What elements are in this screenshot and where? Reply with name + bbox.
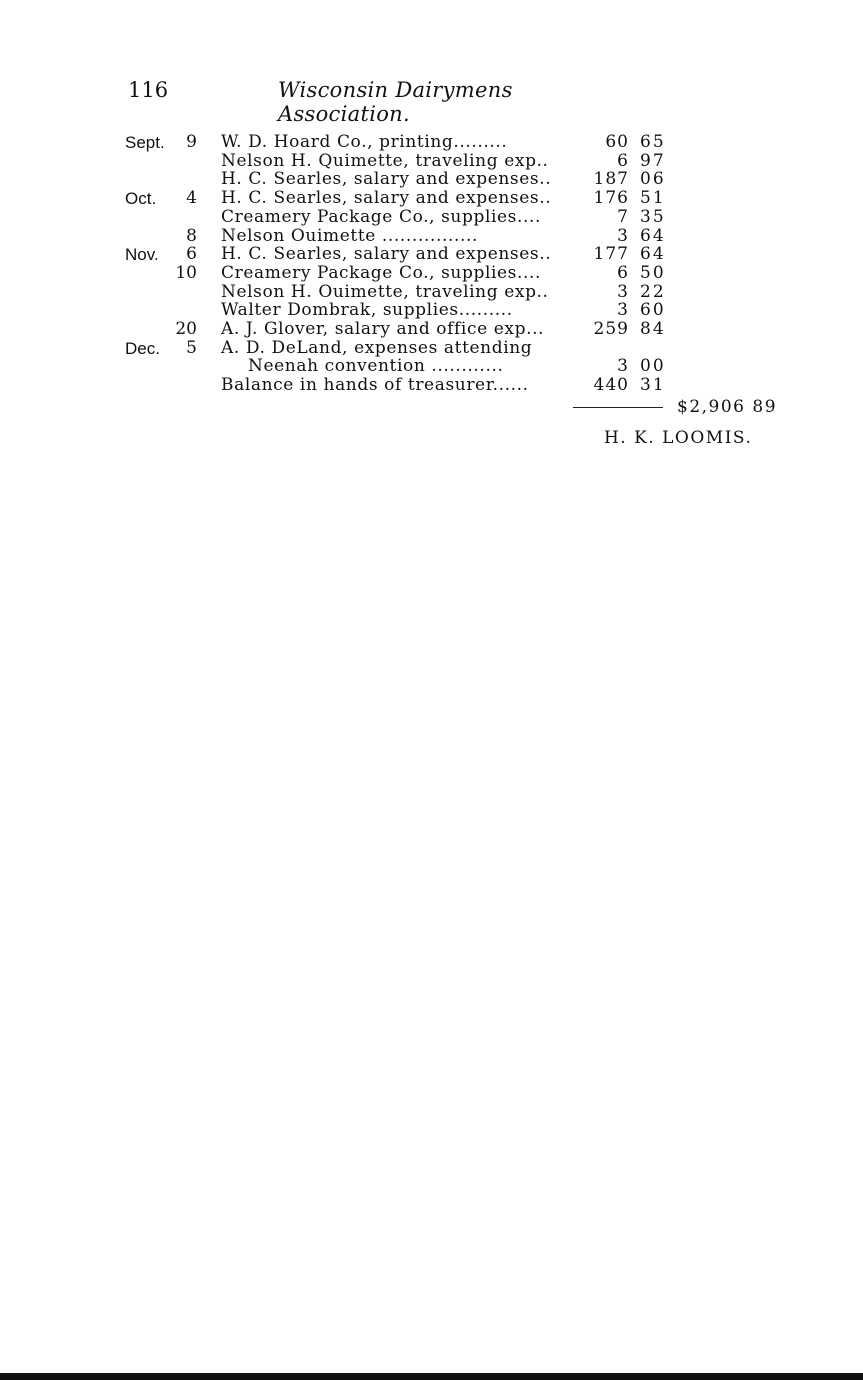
entry-day: 5 bbox=[186, 338, 197, 358]
entry-amount-cents: 97 bbox=[640, 151, 666, 171]
entry-description: H. C. Searles, salary and expenses.. bbox=[221, 245, 552, 264]
entry-description: Balance in hands of treasurer...... bbox=[221, 376, 529, 395]
ledger-total: $2,906 89 bbox=[677, 397, 778, 417]
entry-amount-dollars: 3 bbox=[617, 282, 629, 302]
page-header bbox=[128, 78, 648, 126]
entry-amount-cents: 35 bbox=[640, 207, 666, 227]
entry-amount-cents: 22 bbox=[640, 282, 666, 302]
treasurer-signature: H. K. LOOMIS. bbox=[604, 428, 753, 448]
entry-amount-dollars: 6 bbox=[617, 263, 629, 283]
entry-amount-dollars: 3 bbox=[617, 300, 629, 320]
page-number: 116 bbox=[128, 78, 169, 102]
entry-description: Creamery Package Co., supplies.... bbox=[221, 208, 542, 227]
entry-description: A. J. Glover, salary and office exp... bbox=[221, 320, 545, 339]
entry-month: Dec. bbox=[125, 339, 160, 358]
running-title: Wisconsin Dairymens Association. bbox=[278, 78, 513, 126]
entry-amount-cents: 84 bbox=[640, 319, 666, 339]
entry-amount-dollars: 7 bbox=[617, 207, 629, 227]
entry-description: Nelson H. Quimette, traveling exp.. bbox=[221, 152, 549, 171]
entry-amount-cents: 06 bbox=[640, 169, 666, 189]
entry-description: Walter Dombrak, supplies......... bbox=[221, 301, 513, 320]
entry-description: Neenah convention ............ bbox=[248, 357, 504, 376]
entry-description: Creamery Package Co., supplies.... bbox=[221, 264, 542, 283]
entry-description: Nelson Ouimette ................ bbox=[221, 227, 478, 246]
entry-month: Oct. bbox=[125, 189, 157, 208]
entry-month: Nov. bbox=[125, 245, 159, 264]
entry-amount-cents: 64 bbox=[640, 244, 666, 264]
entry-description: W. D. Hoard Co., printing......... bbox=[221, 133, 508, 152]
entry-amount-dollars: 3 bbox=[617, 226, 629, 246]
entry-month: Sept. bbox=[125, 133, 165, 152]
entry-description: Nelson H. Ouimette, traveling exp.. bbox=[221, 283, 549, 302]
entry-day: 4 bbox=[186, 188, 197, 208]
entry-description: A. D. DeLand, expenses attending bbox=[221, 339, 533, 358]
entry-description: H. C. Searles, salary and expenses.. bbox=[221, 170, 552, 189]
entry-amount-cents: 51 bbox=[640, 188, 666, 208]
entry-amount-cents: 31 bbox=[640, 375, 666, 395]
entry-amount-dollars: 187 bbox=[593, 169, 629, 189]
entry-amount-cents: 50 bbox=[640, 263, 666, 283]
entry-day: 20 bbox=[175, 319, 197, 339]
entry-amount-cents: 00 bbox=[640, 356, 666, 376]
entry-amount-dollars: 60 bbox=[605, 132, 629, 152]
total-rule bbox=[573, 407, 663, 408]
entry-amount-cents: 60 bbox=[640, 300, 666, 320]
entry-day: 9 bbox=[186, 132, 197, 152]
entry-amount-dollars: 440 bbox=[593, 375, 629, 395]
entry-amount-cents: 64 bbox=[640, 226, 666, 246]
entry-amount-dollars: 3 bbox=[617, 356, 629, 376]
entry-amount-dollars: 177 bbox=[593, 244, 629, 264]
entry-amount-cents: 65 bbox=[640, 132, 666, 152]
entry-day: 10 bbox=[175, 263, 197, 283]
entry-day: 8 bbox=[186, 226, 197, 246]
entry-amount-dollars: 6 bbox=[617, 151, 629, 171]
entry-amount-dollars: 176 bbox=[593, 188, 629, 208]
entry-amount-dollars: 259 bbox=[593, 319, 629, 339]
entry-description: H. C. Searles, salary and expenses.. bbox=[221, 189, 552, 208]
entry-day: 6 bbox=[186, 244, 197, 264]
scan-bottom-edge bbox=[0, 1373, 863, 1380]
